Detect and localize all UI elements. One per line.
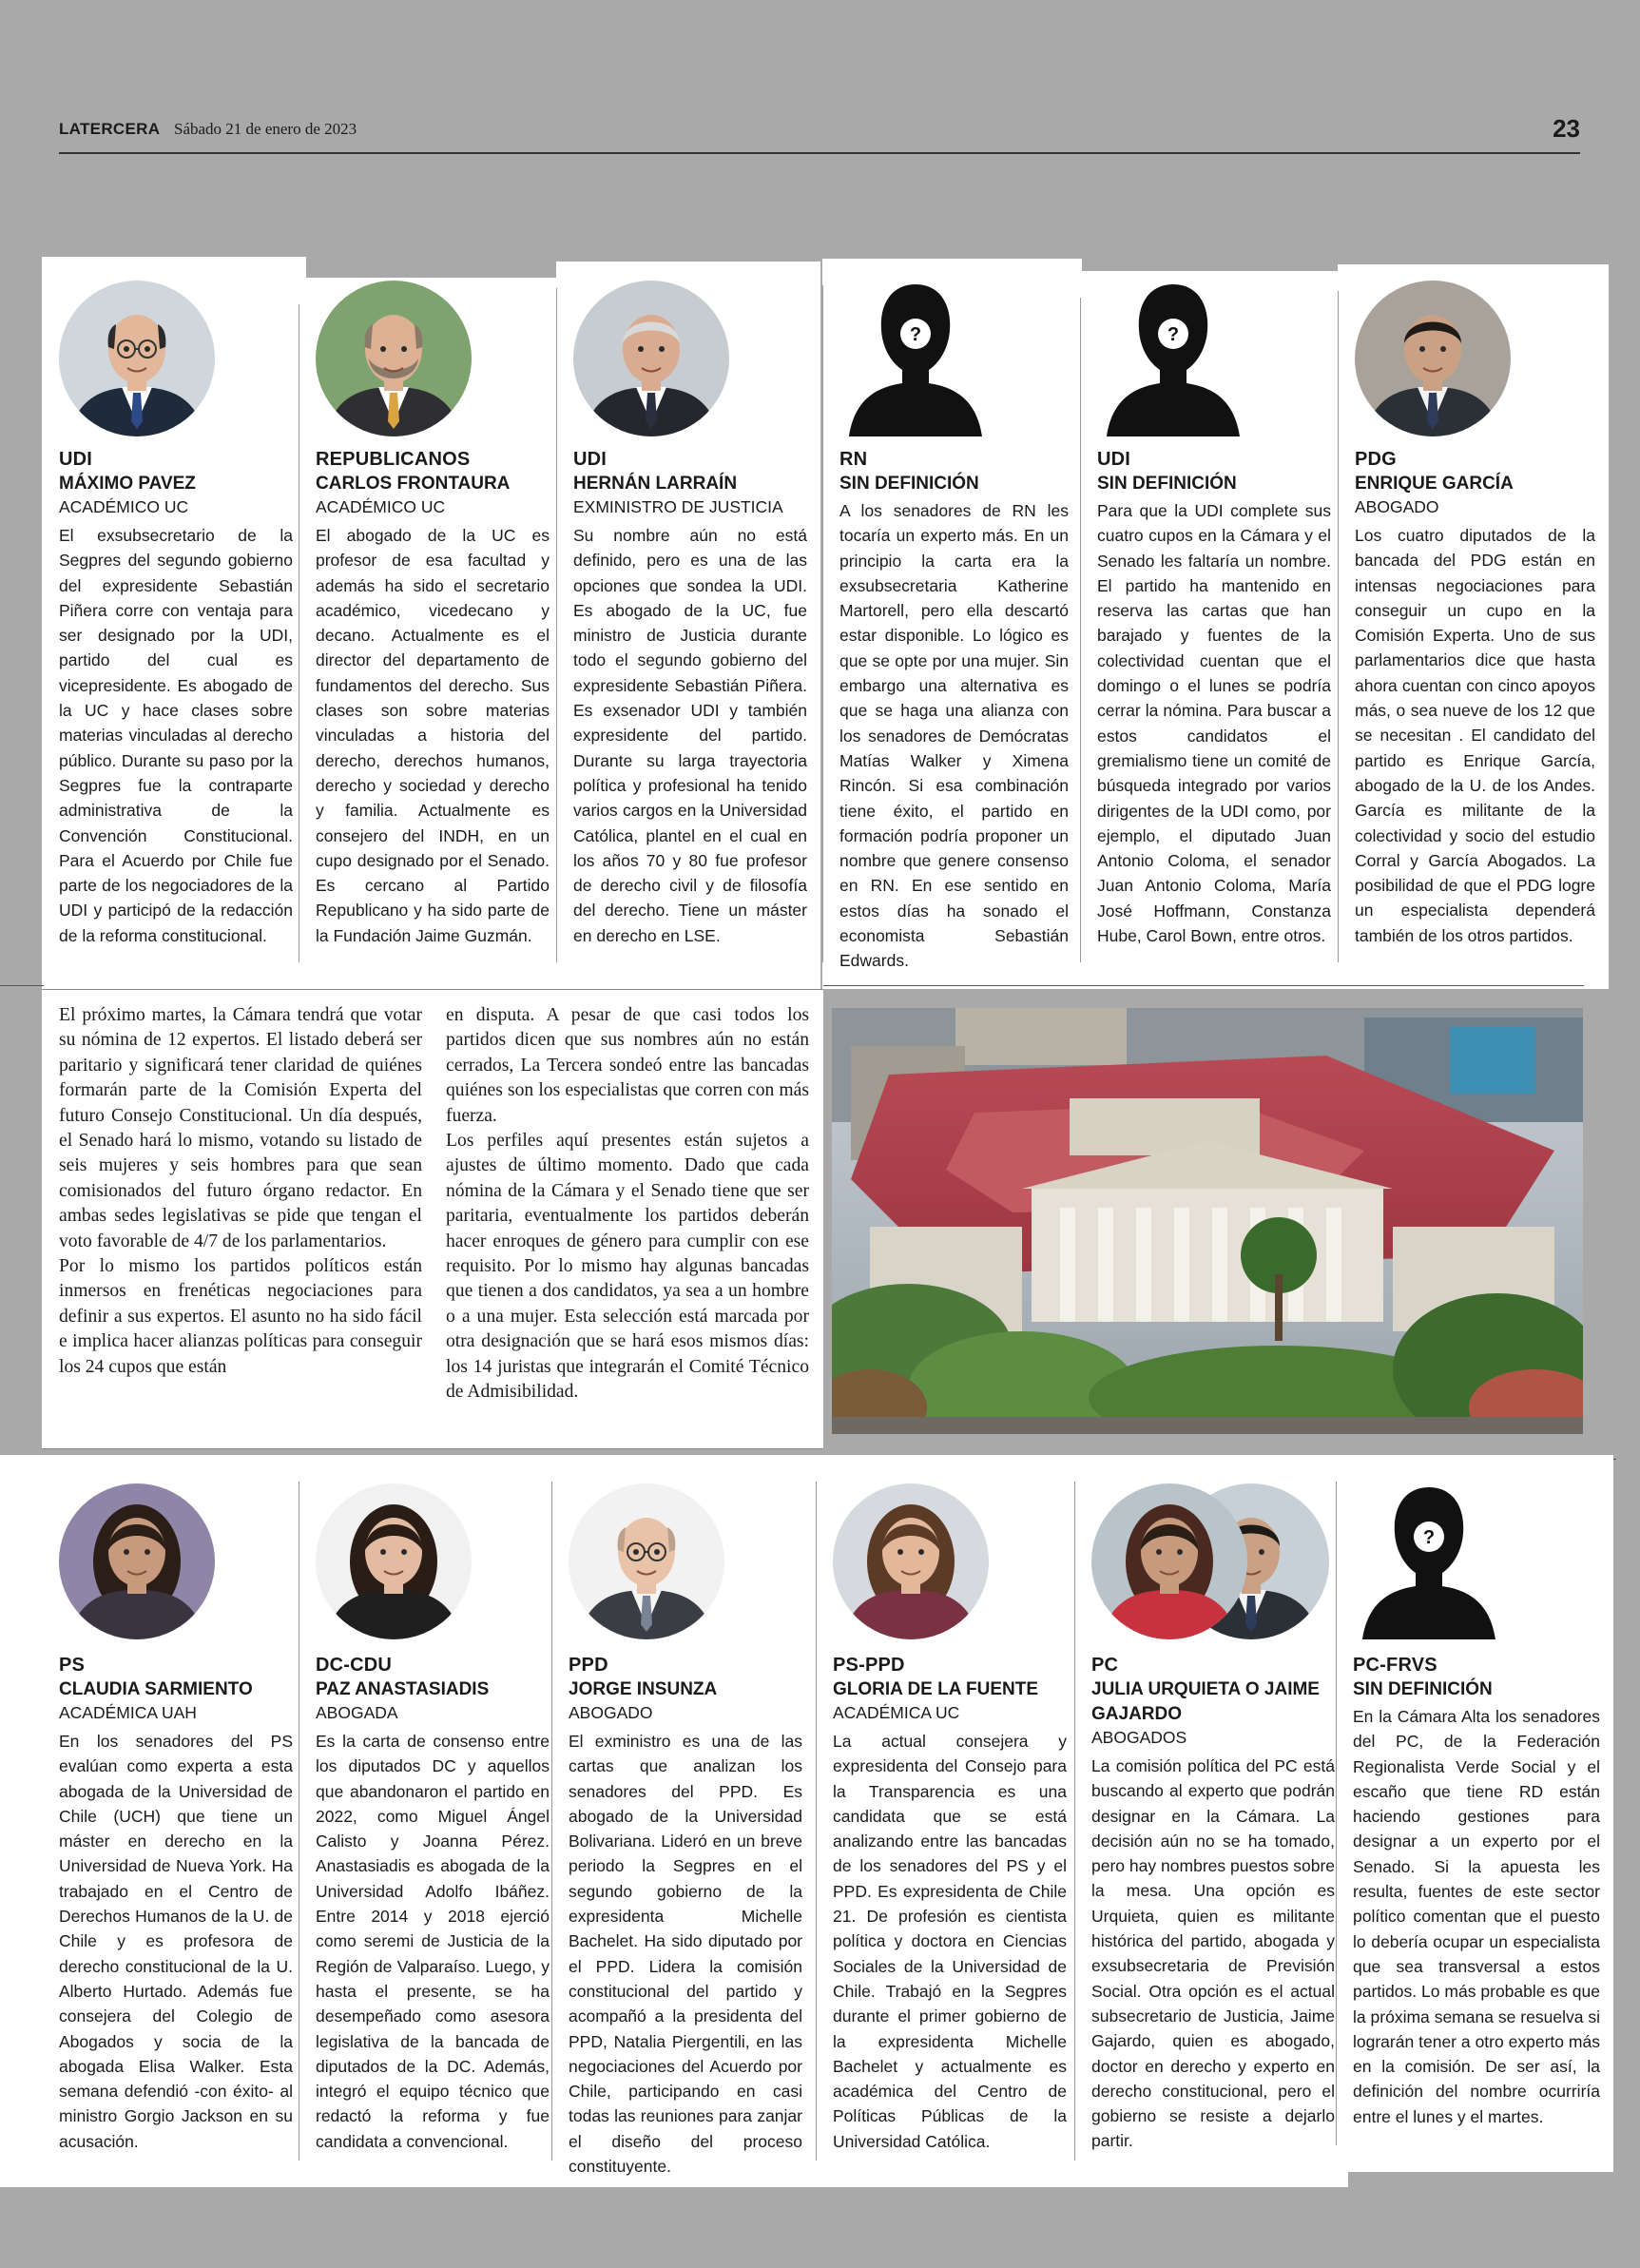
column-rule	[1080, 298, 1081, 962]
candidate-bio: Los cuatro diputados de la bancada del PDG están en intensas negociaciones para conseguir un cupo en la Comisión Experta. Uno de sus parlamentarios dice que hasta ahora cuentan con cinco apoyos más, o sea nueve de los 12 que se necesitan . El candidato del partido es Enrique García, abogado de la U. de los Andes. García es militante de la colectividad y socio del estudio Corral y García Abogados. La posibilidad de que el PDG logre un especialista dependerá también de los otros partidos.	[1355, 526, 1595, 945]
candidate-photo	[1091, 1483, 1329, 1643]
column-rule	[822, 285, 823, 962]
candidate-photo	[59, 281, 215, 436]
candidate-name: ENRIQUE GARCÍA	[1355, 474, 1514, 494]
candidate-role: ACADÉMICA UAH	[59, 1703, 197, 1722]
page-number: 23	[1553, 114, 1580, 143]
party-label: UDI	[573, 449, 608, 470]
unknown-person-icon	[849, 281, 982, 436]
party-label: UDI	[59, 449, 93, 470]
candidate-photo	[569, 1483, 724, 1639]
article-paragraph: El próximo martes, la Cámara tendrá que votar su nómina de 12 expertos. El listado deberá ser paritario y significará tener claridad de quiénes formarán parte de la Comisión Experta del futuro Consejo Constitucional. Un día después, el Senado hará lo mismo, votando su listado de seis mujeres y seis hombres para que sean comisionados del futuro órgano redactor. En ambas sedes legislativas se pide que tengan el voto favorable de 4/7 de los parlamentarios.	[59, 1005, 422, 1251]
candidate-bio: A los senadores de RN les tocaría un experto más. En un principio la carta era la exsubsecretaria Katherine Martorell, pero ella descartó estar disponible. Lo lógico es que se opte por una mujer. Sin embargo una alternativa es que se haga una alianza con los senadores de Demócratas Matías Walker y Ximena Rincón. Si esa combinación tiene éxito, el partido en formación podría proponer un nombre que genere consenso en RN. En ese sentido en estos días ha sonado el economista Sebastián Edwards.	[839, 501, 1069, 971]
candidate-name: PAZ ANASTASIADIS	[316, 1679, 490, 1699]
section-divider-left	[0, 985, 44, 986]
candidate-name: JULIA URQUIETA O JAIME GAJARDO	[1091, 1679, 1320, 1724]
candidate-bio: Su nombre aún no está definido, pero es una de las opciones que sondea la UDI. Es abogado de la UC, fue ministro de Justicia durante todo el segundo gobierno del expresidente Sebastián Piñera. Es exsenador UDI y también expresidente del partido. Durante su larga trayectoria política y profesional ha tenido varios cargos en la Universidad Católica, plantel en el cual en los años 70 y 80 fue profesor de derecho civil y de filosofía del derecho. Tiene un máster en derecho en LSE.	[573, 526, 807, 945]
svg-text:?: ?	[1422, 1527, 1436, 1548]
candidate-photo	[1355, 281, 1511, 436]
profile-card	[299, 1455, 563, 2187]
column-rule	[1074, 1482, 1075, 2161]
candidate-role: ACADÉMICO UC	[59, 497, 189, 516]
article-paragraph: Por lo mismo los partidos políticos están inmersos en frenéticas negociaciones para definir a sus expertos. El asunto no ha sido fácil e implica hacer alianzas políticas para conseguir los 24 cupos que están	[59, 1256, 422, 1377]
party-label: PS-PPD	[833, 1655, 905, 1676]
candidate-bio: El abogado de la UC es profesor de esa facultad y además ha sido el secretario académico, vicedecano y decano. Actualmente es el director del departamento de fundamentos del derecho. Sus clases son sobre materias vinculadas a historia del derecho, derechos humanos, derecho y sociedad y derecho y familia. Actualmente es consejero del INDH, en un cupo designado por el Senado. Es cercano al Partido Republicano y ha sido parte de la Fundación Jaime Guzmán.	[316, 526, 550, 945]
profile-card	[0, 1455, 306, 2187]
unknown-person-icon	[1362, 1483, 1495, 1639]
candidate-bio: En la Cámara Alta los senadores del PC, de la Federación Regionalista Verde Social y el escaño que tiene RD están haciendo gestiones para designar a un experto por el Senado. Si la apuesta les resulta, fuentes de este sector político comentan que el puesto lo debería ocupar un especialista que sea transversal a estos partidos. Lo más probable es que la próxima semana se resuelva si lograrán tener a otro experto más en la comisión. De ser así, la definición del nombre ocurriría entre el lunes y el martes.	[1353, 1707, 1600, 2126]
party-label: RN	[839, 449, 868, 470]
profile-card	[822, 259, 1082, 989]
candidate-name: SIN DEFINICIÓN	[1097, 474, 1237, 494]
candidate-role: ABOGADOS	[1091, 1728, 1187, 1747]
candidate-bio: La actual consejera y expresidenta del Consejo para la Transparencia es una candidata que se está analizando entre las bancadas de los senadores del PS y el PPD. Es expresidenta de Chile 21. De profesión es cientista política y doctora en Ciencias Sociales de la Universidad de Chile. Trabajó en la Segpres durante el primer gobierno de la expresidenta Michelle Bachelet y actualmente es académica del Centro de Políticas Públicas de la Universidad Católica.	[833, 1732, 1067, 2151]
profile-card	[816, 1455, 1080, 2187]
svg-text:?: ?	[909, 324, 922, 345]
column-rule	[816, 1482, 817, 2161]
candidate-bio: Es la carta de consenso entre los diputados DC y aquellos que abandonaron el partido en 2022, como Miguel Ángel Calisto y Joanna Pérez. Anastasiadis es abogada de la Universidad Adolfo Ibáñez. Entre 2014 y 2018 ejerció como seremi de Justicia de la Región de Valparaíso. Luego, y hasta el presente, se ha desempeñado como asesora legislativa de la bancada de diputados de la DC. Además, integró el equipo técnico que redactó la reforma y fue candidata a convencional.	[316, 1732, 550, 2151]
candidate-bio: En los senadores del PS evalúan como experta a esta abogada de la Universidad de Chile (UCH) que tiene un máster en derecho en la Universidad de Nueva York. Ha trabajado en el Centro de Derechos Humanos de la U. de Chile y es profesora de derecho constitucional de la U. Alberto Hurtado. Además fue consejera del Colegio de Abogados y socia de la abogada Elisa Walker. Esta semana defendió -con éxito- al ministro Gorgio Jackson en su acusación.	[59, 1732, 293, 2151]
party-label: PS	[59, 1655, 86, 1676]
candidate-name: SIN DEFINICIÓN	[839, 474, 979, 494]
column-rule	[556, 288, 557, 962]
candidate-photo	[316, 281, 472, 436]
candidate-photo	[573, 281, 729, 436]
candidate-role: EXMINISTRO DE JUSTICIA	[573, 497, 783, 516]
candidate-bio: El exministro es una de las cartas que analizan los senadores del PPD. Es abogado de la Universidad Bolivariana. Lideró en un breve periodo la Segpres en el segundo gobierno de la expresidenta Michelle Bachelet. Ha sido diputado por el PPD. Lidera la comisión constitucional del partido y acompañó a la presidenta del PPD, Natalia Piergentili, en las negociaciones del Acuerdo por Chile, participando en casi todas las reuniones para zanjar el diseño del proceso constituyente.	[569, 1732, 802, 2177]
candidate-bio: Para que la UDI complete sus cuatro cupos en la Cámara y el Senado les faltaría un nombre. El partido ha mantenido en reserva las cartas que han barajado y fuentes de la colectividad cuentan que el domingo o el lunes se podría cerrar la nómina. Para buscar a estos candidatos el gremialismo tiene un comité de búsqueda integrado por varios dirigentes de la UDI como, por ejemplo, el diputado Juan Antonio Coloma, el senador Juan Antonio Coloma, María José Hoffmann, Constanza Hube, Carol Bown, entre otros.	[1097, 501, 1331, 946]
candidate-photo	[59, 1483, 215, 1639]
masthead	[59, 116, 1580, 154]
candidate-role: ABOGADO	[1355, 497, 1439, 516]
profile-card	[551, 1455, 816, 2187]
party-label: PC-FRVS	[1353, 1655, 1437, 1676]
profile-card	[1338, 264, 1609, 989]
intro-article	[42, 989, 823, 1449]
profile-card	[1080, 271, 1344, 989]
candidate-bio: El exsubsecretario de la Segpres del segundo gobierno del expresidente Sebastián Piñera corre con ventaja para ser designado por la UDI, partido del cual es vicepresidente. Es abogado de la UC y hace clases sobre materias vinculadas al derecho público. Durante su paso por la Segpres fue la contraparte administrativa de la Convención Constitucional. Para el Acuerdo por Chile fue parte de los negociadores de la UDI y participó de la redacción de la reforma constitucional.	[59, 526, 293, 945]
candidate-name: SIN DEFINICIÓN	[1353, 1679, 1493, 1699]
candidate-role: ABOGADA	[316, 1703, 398, 1722]
candidate-photo	[833, 1483, 989, 1639]
profile-card	[299, 278, 563, 989]
party-label: UDI	[1097, 449, 1131, 470]
article-paragraph: en disputa. A pesar de que casi todos los partidos dicen que sus nombres aún no están cerrados, La Tercera sondeó entre las bancadas quiénes son los especialistas que corren con más fuerza.	[446, 1005, 809, 1126]
congress-building-photo	[832, 1008, 1583, 1434]
svg-text:?: ?	[1167, 324, 1180, 345]
article-paragraph: Los perfiles aquí presentes están sujetos a ajustes de último momento. Dado que cada nómina de la Cámara y el Senado tiene que ser paritaria, eventualmente los partidos deberán hacer enroques de género para cumplir con ese requisito. Por lo mismo hay algunas bancadas que tienen a dos candidatos, ya sea a un hombre o a una mujer. Esta selección está marcada por otra designación que se hará esos mismos días: los 14 juristas que integrarán el Comité Técnico de Admisibilidad.	[446, 1131, 809, 1403]
party-label: PPD	[569, 1655, 608, 1676]
column-rule	[551, 1482, 552, 2161]
unknown-person-icon	[1107, 281, 1240, 436]
candidate-photo	[316, 1483, 472, 1639]
candidate-name: GLORIA DE LA FUENTE	[833, 1679, 1039, 1699]
party-label: PC	[1091, 1655, 1119, 1676]
party-label: REPUBLICANOS	[316, 449, 471, 470]
candidate-name: CLAUDIA SARMIENTO	[59, 1679, 253, 1699]
candidate-role: ABOGADO	[569, 1703, 653, 1722]
profile-card	[1074, 1455, 1348, 2187]
profile-card	[1336, 1455, 1613, 2172]
column-rule	[1338, 291, 1339, 962]
candidate-bio: La comisión política del PC está buscando al experto que podrán designar en la Cámara. La decisión aún no se ha tomado, pero hay nombres puestos sobre la mesa. Una opción es Urquieta, quien es militante histórica del partido, abogada y exsubsecretaria de Previsión Social. Otra opción es el actual subsecretario de Justicia, Jaime Gajardo, quien es abogado, doctor en derecho y experto en derecho constitucional, pero el gobierno se resiste a dejarlo partir.	[1091, 1756, 1335, 2151]
issue-date: Sábado 21 de enero de 2023	[174, 120, 357, 138]
candidate-role: ACADÉMICO UC	[316, 497, 446, 516]
candidate-name: CARLOS FRONTAURA	[316, 474, 511, 494]
party-label: DC-CDU	[316, 1655, 393, 1676]
candidate-name: MÁXIMO PAVEZ	[59, 474, 196, 494]
column-rule	[1336, 1482, 1337, 2145]
profile-card	[556, 262, 820, 989]
article-column-1	[59, 1003, 422, 1380]
profile-card	[42, 257, 306, 989]
article-column-2	[446, 1003, 809, 1405]
party-label: PDG	[1355, 449, 1397, 470]
newspaper-brand: LATERCERA	[59, 120, 161, 138]
candidate-name: JORGE INSUNZA	[569, 1679, 718, 1699]
candidate-role: ACADÉMICA UC	[833, 1703, 960, 1722]
section-divider-right	[823, 985, 1584, 986]
candidate-name: HERNÁN LARRAÍN	[573, 474, 738, 494]
